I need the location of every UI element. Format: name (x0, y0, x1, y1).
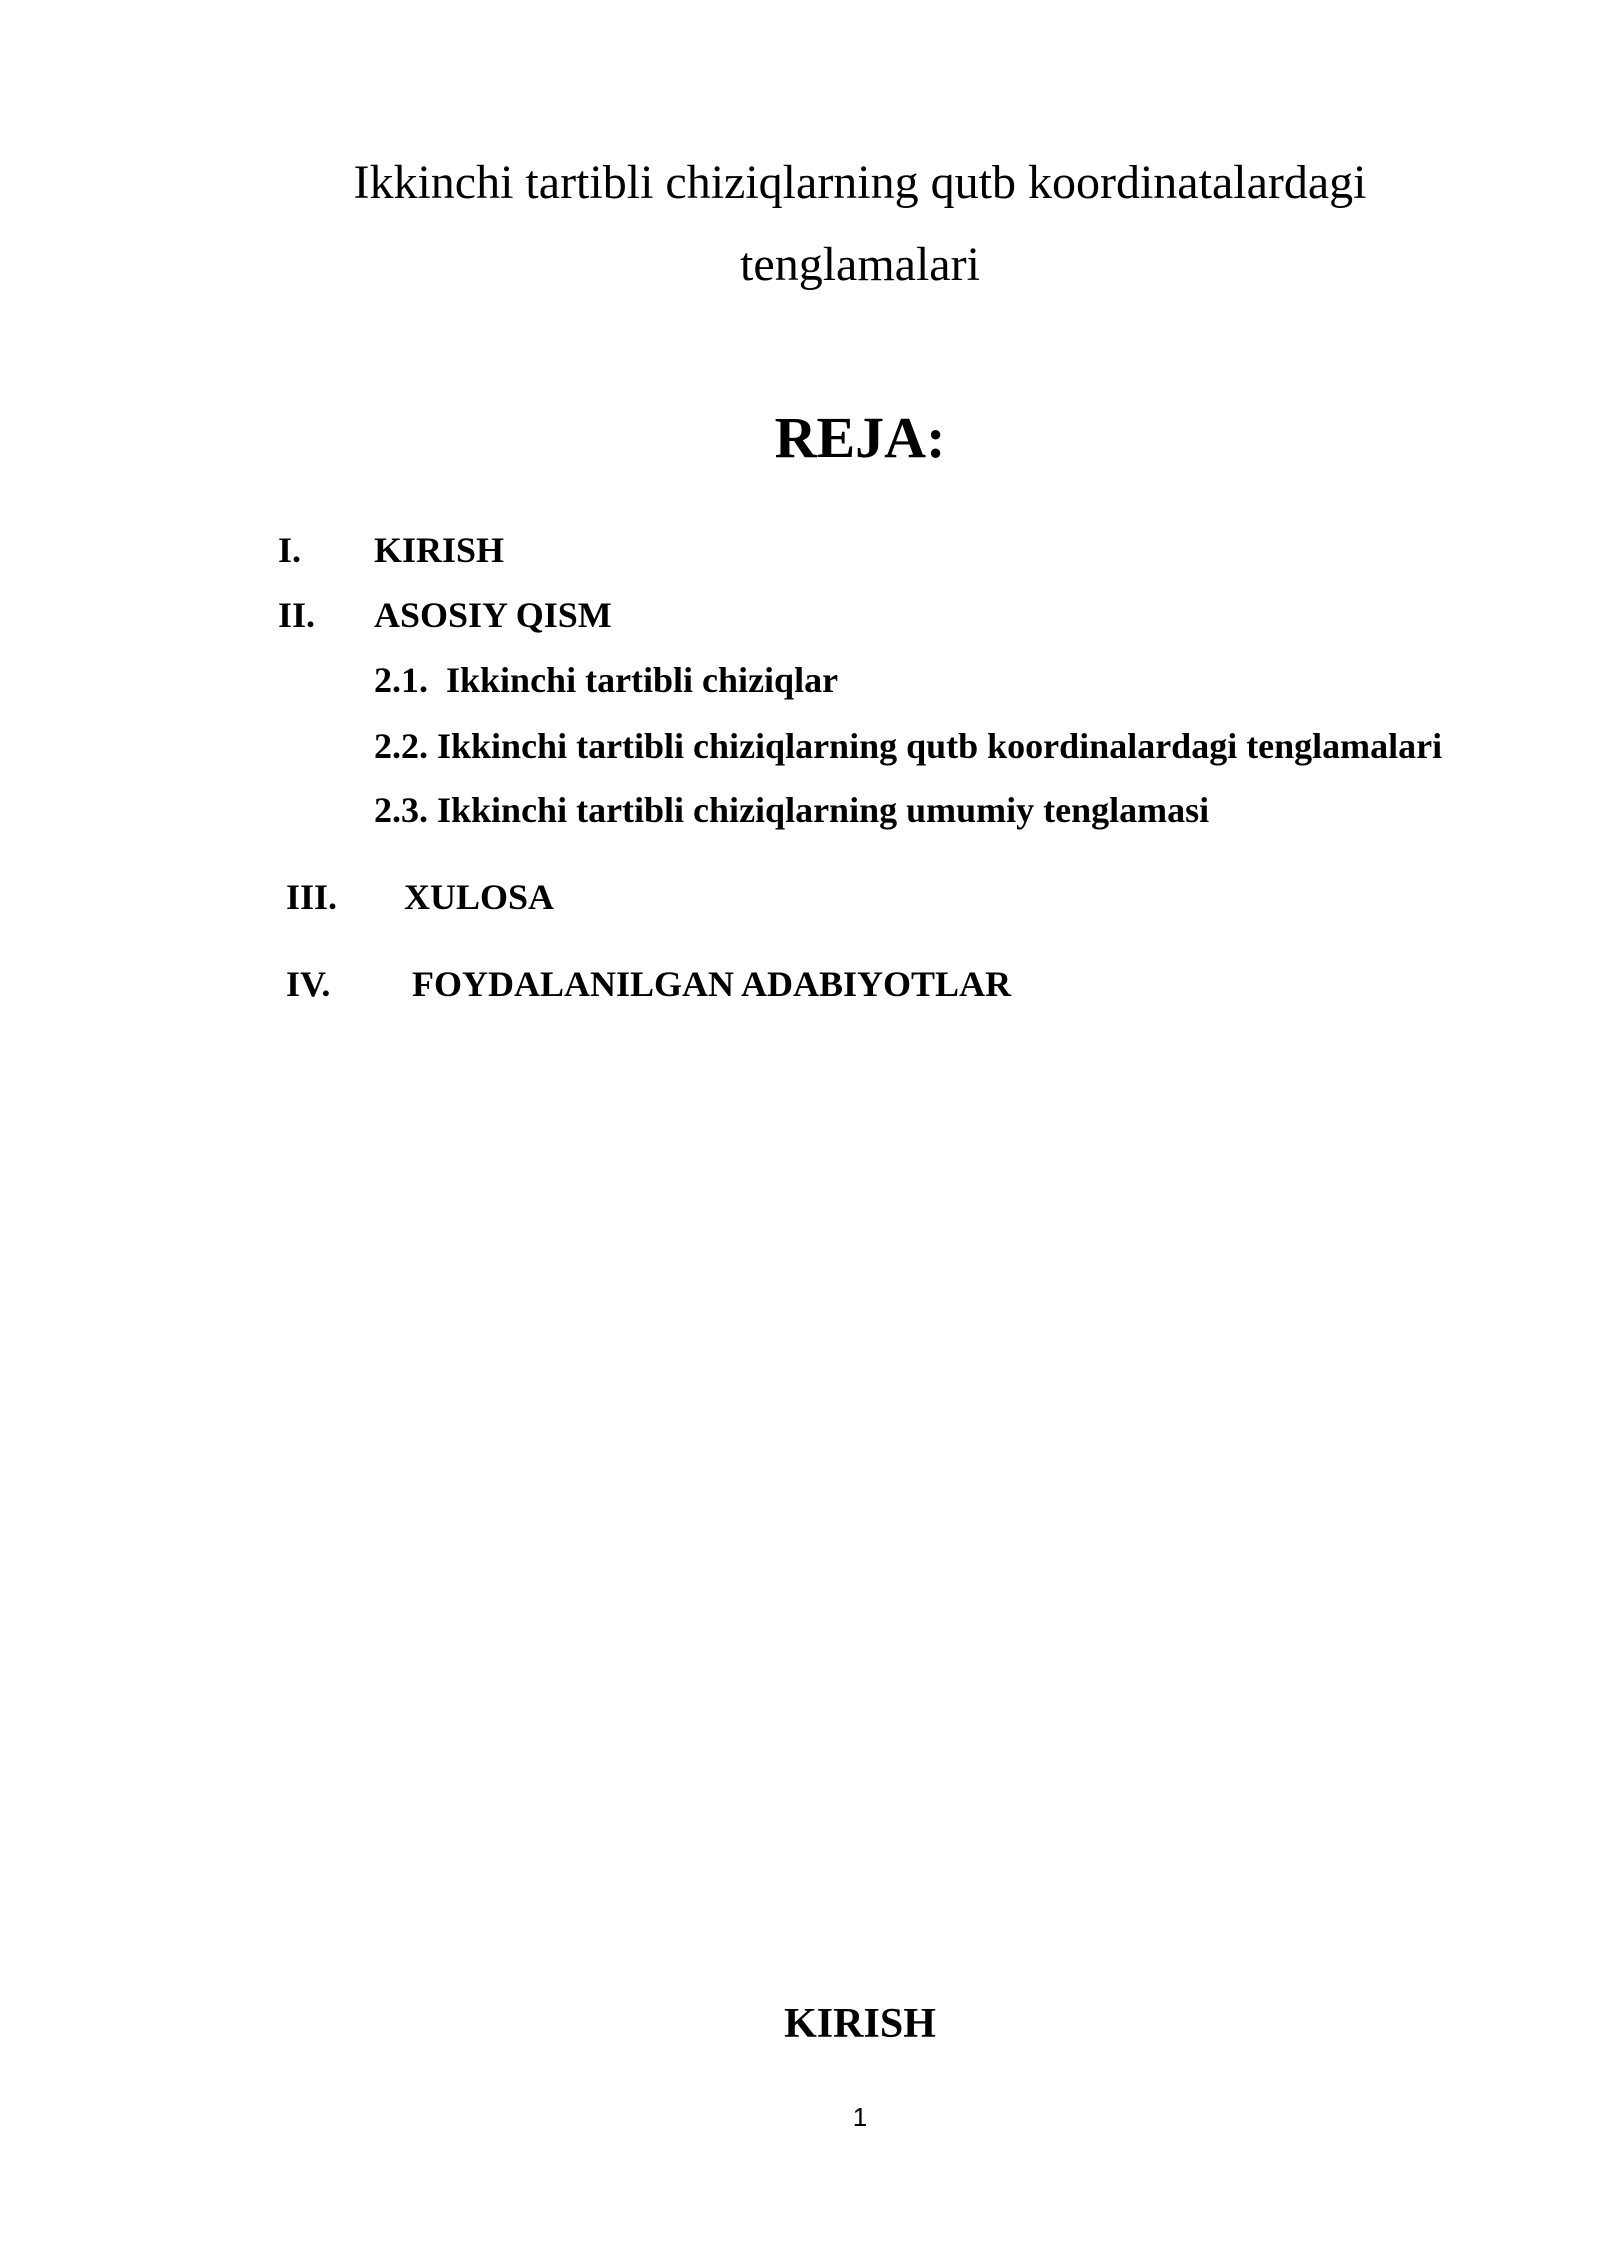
toc-item-number: III. (286, 877, 338, 917)
document-title-line-2: tenglamalari (740, 238, 980, 291)
plan-heading: REJA: (774, 405, 946, 470)
toc-item-number: II. (278, 595, 316, 635)
page-number: 1 (852, 2102, 868, 2132)
toc-item-number: IV. (286, 964, 331, 1004)
toc-item-label: ASOSIY QISM (374, 595, 612, 635)
toc-item-label: 2.1. Ikkinchi tartibli chiziqlar (374, 660, 839, 700)
toc-item-number: I. (278, 530, 302, 570)
toc-item-label: 2.3. Ikkinchi tartibli chiziqlarning umumiy tenglamasi (374, 790, 1210, 830)
section-heading-kirish: KIRISH (784, 2001, 936, 2047)
toc-item-label: XULOSA (404, 877, 555, 917)
toc-item-label: FOYDALANILGAN ADABIYOTLAR (412, 964, 1012, 1004)
toc-item-label: KIRISH (374, 530, 505, 570)
toc-item-label: 2.2. Ikkinchi tartibli chiziqlarning qutb koordinalardagi tenglamalari (374, 726, 1443, 766)
document-title (0, 142, 1600, 306)
document-title-line-1: Ikkinchi tartibli chiziqlarning qutb koordinatalardagi (353, 156, 1367, 209)
